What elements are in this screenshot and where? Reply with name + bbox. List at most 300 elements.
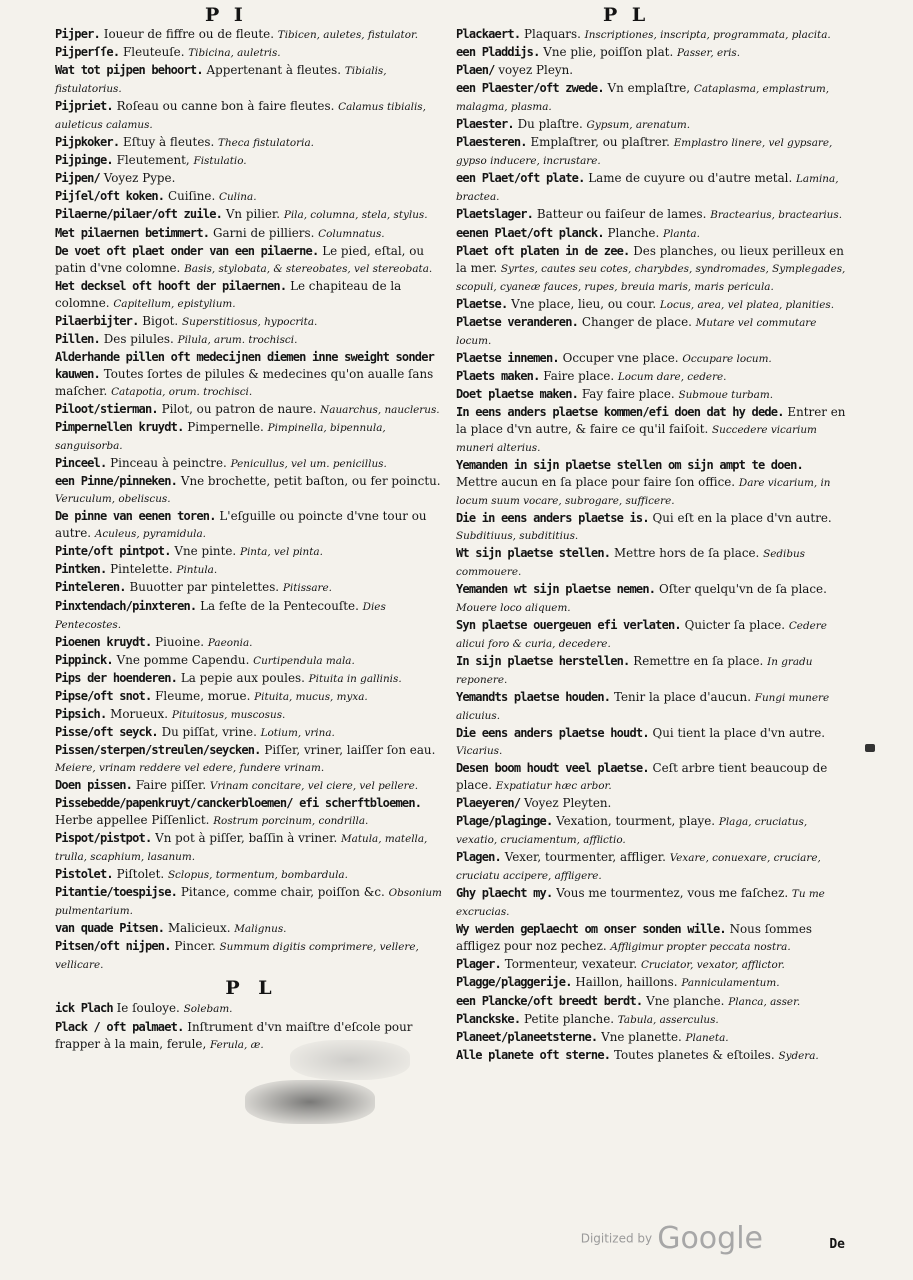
dictionary-entry: [55, 455, 448, 473]
entry-french: Tormenteur, vexateur.: [500, 957, 641, 972]
entry-french: Morueux.: [106, 706, 172, 721]
entry-headword: Desen boom houdt veel plaetse.: [456, 760, 649, 775]
entry-latin: Penicullus, vel um. penicillus.: [230, 458, 387, 471]
dictionary-entry: [456, 350, 848, 368]
entry-french: Bigot.: [138, 313, 182, 328]
entry-french: Le pied, eſtal, ou patin d'vne colomne.: [55, 243, 425, 275]
entry-headword: Pintken.: [55, 562, 107, 577]
dictionary-entry: [456, 296, 848, 314]
entry-headword: Piloot/stierman.: [55, 401, 158, 416]
entry-latin: Columnatus.: [318, 227, 385, 240]
entry-latin: Pila, columna, stela, stylus.: [283, 209, 428, 222]
entry-headword: Plaets maken.: [456, 368, 540, 383]
entry-latin: Calamus tibialis, auleticus calamus.: [55, 101, 426, 132]
entry-latin: Panniculamentum.: [681, 977, 780, 990]
dictionary-entry: [55, 419, 448, 455]
entry-latin: Sydera.: [778, 1049, 819, 1062]
entry-latin: Tu me excrucias.: [456, 888, 825, 919]
entry-headword: Plager.: [456, 957, 501, 972]
entry-headword: een Pladdijs.: [456, 45, 540, 60]
entry-latin: Pinta, vel pinta.: [239, 546, 323, 559]
entry-latin: Cataplasma, emplastrum, malagma, plasma.: [456, 83, 830, 114]
entry-french: Piſtolet.: [112, 867, 168, 882]
entry-french: Planche.: [603, 225, 664, 240]
dictionary-entry: [456, 386, 848, 404]
dictionary-entry: [456, 617, 848, 653]
dictionary-entry: [456, 1047, 848, 1065]
dictionary-entry: [456, 545, 848, 581]
digitized-footer: [581, 1221, 763, 1256]
entry-latin: Aculeus, pyramidula.: [94, 528, 206, 541]
entry-headword: Pissen/sterpen/streulen/seycken.: [55, 742, 261, 757]
dictionary-entry: [456, 921, 848, 956]
entry-headword: Pisse/oft seyck.: [55, 724, 158, 739]
dictionary-entry: [55, 652, 448, 670]
entry-headword: Het decksel oft hooft der pilaernen.: [55, 278, 287, 293]
entry-french: Mettre aucun en ſa place pour faire ſon office.: [456, 475, 739, 490]
ink-smudge: [245, 1080, 375, 1124]
dictionary-entry: [456, 206, 848, 224]
dictionary-entry: [55, 26, 448, 44]
entry-latin: Tibicen, auletes, fistulator.: [277, 29, 419, 41]
entry-french: Vne plie, poiſſon plat.: [539, 45, 677, 60]
dictionary-entry: [456, 956, 848, 974]
dictionary-entry: [456, 134, 848, 170]
entry-french: Faire place.: [539, 368, 618, 383]
entry-latin: Matula, matella, trulla, scaphium, lasanum.: [55, 833, 428, 864]
entry-headword: Pijſel/oft koken.: [55, 189, 165, 204]
entry-french: Pitance, comme chair, poiſſon &c.: [177, 885, 389, 900]
entry-french: Vne place, lieu, ou cour.: [507, 296, 660, 311]
dictionary-entry: [55, 401, 448, 419]
entry-headword: Met pilaernen betimmert.: [55, 225, 210, 240]
entry-latin: Veruculum, obeliscus.: [55, 493, 171, 506]
entry-latin: Expatiatur hæc arbor.: [495, 779, 612, 792]
entry-latin: Inscriptiones, inscripta, programmata, placita.: [584, 29, 831, 41]
entry-headword: Pippinck.: [55, 652, 113, 667]
entry-latin: Locum dare, cedere.: [617, 370, 727, 383]
entry-headword: een Pinne/pinneken.: [55, 474, 178, 489]
entry-headword: Pistolet.: [55, 867, 113, 882]
entry-latin: Pitissare.: [282, 582, 332, 595]
entry-headword: In eens anders plaetse kommen/efi doen dat hy dede.: [456, 404, 784, 419]
entry-french: Voyez Pype.: [99, 171, 176, 186]
entry-headword: Ghy plaecht my.: [456, 886, 553, 901]
entry-latin: Rostrum porcinum, condrilla.: [213, 815, 369, 828]
dictionary-entry: [456, 1029, 848, 1047]
entry-latin: Vrinam concitare, vel ciere, vel pellere.: [209, 779, 419, 792]
dictionary-entry: [456, 314, 848, 350]
dictionary-entry: [456, 80, 848, 116]
entry-headword: Pitsen/oft nijpen.: [55, 939, 171, 954]
entry-latin: Mouere loco aliquem.: [456, 601, 571, 614]
entry-headword: Die in eens anders plaetse is.: [456, 511, 649, 526]
dictionary-entry: [55, 724, 448, 742]
entry-french: La feſte de la Pentecouſte.: [196, 598, 363, 613]
dictionary-entry: [456, 116, 848, 134]
dictionary-entry: [456, 653, 848, 689]
dictionary-entry: [55, 508, 448, 543]
entry-french: Du piſſat, vrine.: [157, 724, 261, 739]
entry-latin: Pilula, arum. trochisci.: [177, 333, 298, 346]
entry-latin: Ferula, æ.: [210, 1038, 264, 1051]
dictionary-entry: [55, 688, 448, 706]
entry-headword: ick Plach: [55, 1001, 113, 1016]
entry-headword: Plaester.: [456, 117, 514, 132]
entry-headword: Die eens anders plaetse houdt.: [456, 725, 649, 740]
dictionary-entry: [55, 598, 448, 634]
dictionary-entry: [55, 170, 448, 188]
entry-french: Pimpernelle.: [183, 420, 268, 435]
entry-french: Des planches, ou lieux perilleux en la mer.: [456, 243, 844, 275]
entry-french: Piuoine.: [151, 634, 208, 649]
entry-french: Roſeau ou canne bon à faire fleutes.: [112, 99, 339, 114]
entry-latin: Solebam.: [183, 1003, 233, 1016]
entry-headword: eenen Plaet/oft planck.: [456, 225, 604, 240]
dictionary-entry: [55, 188, 448, 206]
entry-headword: Plaeyeren/: [456, 796, 521, 811]
entry-french: Fleutement,: [112, 153, 194, 168]
entry-latin: Cruciator, vexator, afflictor.: [640, 959, 785, 972]
dictionary-entry: [55, 349, 448, 401]
dictionary-entry: [456, 62, 848, 80]
entry-latin: Vicarius.: [456, 744, 503, 757]
dictionary-entry: [55, 795, 448, 830]
entry-french: Ceſt arbre tient beaucoup de place.: [456, 760, 828, 792]
dictionary-entry: [456, 974, 848, 992]
entry-headword: van quade Pitsen.: [55, 921, 165, 936]
entry-latin: Affligimur propter peccata nostra.: [610, 941, 791, 954]
entry-latin: Fungi munere alicuius.: [456, 691, 830, 722]
entry-headword: Pissebedde/papenkruyt/canckerbloemen/ efi scherftbloemen.: [55, 796, 422, 811]
section-heading: P L: [225, 977, 278, 1000]
entry-french: Du plaſtre.: [513, 117, 587, 132]
entry-french: Pinceau à peinctre.: [106, 456, 231, 471]
entry-headword: Pipse/oft snot.: [55, 688, 152, 703]
entry-headword: In sijn plaetse herstellen.: [456, 653, 630, 668]
entry-french: Vn pot à piſſer, baſſin à vriner.: [151, 831, 342, 846]
entry-latin: Gypsum, arenatum.: [586, 119, 691, 132]
entry-latin: Catapotia, orum. trochisci.: [111, 385, 253, 398]
entry-headword: Pinxtendach/pinxteren.: [55, 598, 197, 613]
entry-latin: Tibialis, fistulatorius.: [55, 65, 387, 96]
paper-stain: [290, 1040, 410, 1080]
dictionary-entry: [456, 760, 848, 795]
dictionary-entry: [456, 993, 848, 1011]
running-header: [0, 4, 913, 26]
dictionary-entry: [456, 170, 848, 206]
entry-headword: Pijper.: [55, 27, 100, 41]
entry-latin: Tabula, asserculus.: [617, 1013, 719, 1026]
entry-latin: Emplastro linere, vel gypsare, gypso inducere, incrustare.: [456, 137, 833, 168]
entry-headword: Plaetse veranderen.: [456, 314, 579, 329]
entry-headword: Wt sijn plaetse stellen.: [456, 546, 611, 561]
entry-latin: Superstitiosus, hypocrita.: [181, 315, 318, 328]
entry-latin: Tibicina, auletris.: [188, 47, 281, 60]
entry-french: Vne planette.: [597, 1029, 686, 1044]
entry-french: Pilot, ou patron de naure.: [157, 401, 321, 416]
entry-latin: Sedibus commouere.: [456, 548, 806, 579]
entry-french: Ioueur de fiffre ou de fleute.: [99, 27, 278, 41]
entry-latin: Locus, area, vel platea, planities.: [659, 298, 835, 311]
left-column: [55, 26, 448, 1054]
entry-latin: Basis, stylobata, & stereobates, vel stereobata.: [184, 262, 433, 275]
entry-french: Le chapiteau de la colomne.: [55, 278, 402, 310]
entry-french: Oſter quelqu'vn de ſa place.: [655, 582, 827, 597]
dictionary-entry: [456, 510, 848, 545]
entry-headword: Pioenen kruydt.: [55, 634, 152, 649]
dictionary-entry: [456, 44, 848, 62]
entry-headword: Pillen.: [55, 331, 100, 346]
entry-headword: Pijpkoker.: [55, 135, 120, 150]
entry-french: Toutes ſortes de pilules & medecines qu'on aualle ſans maſcher.: [55, 366, 434, 398]
entry-french: Appertenant à fleutes.: [202, 63, 345, 78]
dictionary-entry: [456, 813, 848, 849]
entry-french: Plaquars.: [520, 27, 585, 41]
entry-french: Occuper vne place.: [558, 350, 683, 365]
footer-prefix: Digitized by: [580, 1231, 653, 1246]
dictionary-entry: [456, 26, 848, 44]
dictionary-entry: [55, 670, 448, 688]
dictionary-entry: [55, 243, 448, 278]
entry-latin: Subditiuus, subdititius.: [456, 530, 579, 543]
ink-blot: [865, 744, 875, 752]
entry-french: Lame de cuyure ou d'autre metal.: [584, 171, 797, 186]
header-right: P L: [603, 4, 650, 26]
entry-french: Vne brochette, petit baſton, ou fer poinctu.: [177, 474, 441, 489]
entry-latin: Pituita in gallinis.: [308, 672, 402, 685]
entry-french: Vn emplaſtre,: [603, 81, 694, 96]
dictionary-entry: [456, 243, 848, 296]
dictionary-entry: [55, 473, 448, 508]
dictionary-entry: [55, 98, 448, 134]
entry-french: Pincer.: [170, 939, 220, 954]
entry-headword: Pinteleren.: [55, 580, 126, 595]
entry-latin: Curtipendula mala.: [253, 654, 355, 667]
entry-headword: Pijpen/: [55, 171, 100, 186]
entry-latin: Dare vicarium, in locum suum vocare, subrogare, sufficere.: [456, 477, 831, 508]
entry-headword: Plaetslager.: [456, 207, 534, 222]
google-logo: Google: [657, 1221, 763, 1256]
entry-latin: Summum digitis comprimere, vellere, vellicare.: [55, 941, 419, 972]
entry-latin: Cedere alicui foro & curia, decedere.: [456, 619, 827, 650]
entry-headword: Planeet/planeetsterne.: [456, 1029, 598, 1044]
entry-latin: Fistulatio.: [193, 155, 247, 168]
dictionary-entry: [55, 62, 448, 98]
entry-headword: Pitantie/toespijse.: [55, 885, 178, 900]
entry-french: Herbe appellee Piſſenlict.: [55, 813, 214, 828]
entry-latin: Vexare, conuexare, cruciare, cruciatu accipere, affligere.: [456, 852, 821, 883]
entry-headword: Plage/plaginge.: [456, 814, 553, 829]
entry-latin: Plaga, cruciatus, vexatio, cruciamentum, afflictio.: [456, 816, 808, 847]
catchword: De: [829, 1237, 845, 1252]
entry-latin: Succedere vicarium muneri alterius.: [456, 424, 817, 455]
entry-french: Vexer, tourmenter, affliger.: [500, 850, 670, 865]
entry-latin: Capitellum, epistylium.: [113, 297, 236, 310]
dictionary-entry: [55, 331, 448, 349]
dictionary-entry: [55, 44, 448, 62]
entry-headword: Pilaerne/pilaer/oft zuile.: [55, 207, 223, 222]
entry-headword: een Plancke/oft breedt berdt.: [456, 993, 643, 1008]
entry-french: Changer de place.: [578, 314, 696, 329]
entry-french: La pepie aux poules.: [177, 670, 309, 685]
dictionary-entry: [456, 795, 848, 813]
entry-french: Faire piſſer.: [132, 777, 210, 792]
entry-headword: Plaen/: [456, 63, 495, 78]
entry-latin: In gradu reponere.: [456, 655, 813, 686]
entry-latin: Planca, asser.: [728, 995, 801, 1008]
entry-headword: Pimpernellen kruydt.: [55, 420, 184, 435]
entry-french: Vexation, tourment, playe.: [552, 814, 719, 829]
entry-french: Batteur ou faiſeur de lames.: [533, 207, 711, 222]
entry-latin: Passer, eris.: [677, 47, 741, 60]
entry-headword: Plagen.: [456, 850, 501, 865]
entry-french: Pintelette.: [106, 562, 177, 577]
entry-headword: Pipsich.: [55, 706, 107, 721]
entry-latin: Theca fistulatoria.: [218, 137, 314, 150]
dictionary-entry: [456, 689, 848, 725]
entry-latin: Pituita, mucus, myxa.: [254, 690, 368, 703]
dictionary-entry: [55, 920, 448, 938]
entry-french: Nous ſommes affligez pour noz pechez.: [456, 922, 812, 954]
dictionary-entry: [55, 1000, 448, 1018]
entry-french: Eſtuy à fleutes.: [119, 135, 219, 150]
entry-french: Vne planche.: [642, 993, 729, 1008]
entry-french: Remettre en ſa place.: [629, 653, 768, 668]
entry-french: Mettre hors de ſa place.: [610, 546, 764, 561]
entry-headword: Plaet oft platen in de zee.: [456, 243, 630, 258]
entry-headword: Alderhande pillen oft medecijnen diemen inne sweight sonder kauwen.: [55, 349, 435, 381]
entry-french: Inſtrument d'vn maiſtre d'eſcole pour frapper à la main, ferule,: [55, 1019, 413, 1051]
dictionary-entry: [55, 634, 448, 652]
entry-headword: Wy werden geplaecht om onser sonden wille.: [456, 922, 726, 937]
entry-french: Entrer en la place d'vn autre, & faire ce qu'il faiſoit.: [456, 404, 846, 437]
entry-french: voyez Pleyn.: [494, 63, 574, 78]
entry-headword: Pijperſſe.: [55, 45, 120, 60]
dictionary-entry: [55, 543, 448, 561]
entry-latin: Lotium, vrina.: [260, 726, 335, 739]
dictionary-entry: [55, 706, 448, 724]
entry-latin: Mutare vel commutare locum.: [456, 316, 817, 347]
dictionary-entry: [55, 152, 448, 170]
entry-latin: Pimpinella, bipennula, sanguisorba.: [55, 422, 386, 453]
entry-french: Garni de pilliers.: [209, 225, 319, 240]
dictionary-entry: [55, 742, 448, 777]
entry-french: Vne pinte.: [170, 544, 240, 559]
entry-latin: Bractearius, bractearius.: [710, 209, 843, 222]
entry-headword: Doet plaetse maken.: [456, 386, 579, 401]
dictionary-entry: [456, 1011, 848, 1029]
entry-headword: Plaesteren.: [456, 135, 527, 150]
dictionary-entry: [456, 885, 848, 921]
entry-french: Cuiſine.: [164, 189, 220, 204]
entry-headword: Plack / oft palmaet.: [55, 1019, 184, 1034]
entry-french: Qui eſt en la place d'vn autre.: [648, 511, 832, 526]
dictionary-entry: [55, 830, 448, 866]
entry-french: L'eſguille ou poincte d'vne tour ou autre.: [55, 509, 427, 541]
entry-french: Quicter ſa place.: [680, 617, 789, 632]
entry-french: Tenir la place d'aucun.: [610, 689, 755, 704]
entry-headword: De voet oft plaet onder van een pilaerne.: [55, 243, 319, 258]
entry-french: Fleuteuſe.: [119, 45, 189, 60]
entry-headword: een Plaester/oft zwede.: [456, 81, 604, 96]
entry-latin: Syrtes, cautes seu cotes, charybdes, syndromades, Symplegades, scopuli, cyaneæ fauces, rupes, breuia maris, maris pericula.: [456, 262, 846, 293]
entry-french: Fleume, morue.: [151, 688, 255, 703]
entry-latin: Meiere, vrinam reddere vel edere, fundere vrinam.: [55, 761, 325, 774]
entry-headword: Wat tot pijpen behoort.: [55, 63, 203, 78]
entry-headword: De pinne van eenen toren.: [55, 509, 216, 524]
entry-french: Voyez Pleyten.: [520, 796, 612, 811]
entry-french: Des pilules.: [99, 331, 178, 346]
entry-headword: Plagge/plaggerije.: [456, 975, 572, 990]
entry-latin: Planta.: [663, 227, 700, 240]
entry-french: Fay faire place.: [578, 386, 679, 401]
entry-headword: Plaetse.: [456, 296, 508, 311]
entry-headword: Yemanden wt sijn plaetse nemen.: [456, 582, 656, 597]
entry-headword: Plackaert.: [456, 27, 521, 41]
dictionary-entry: [456, 457, 848, 510]
entry-latin: Occupare locum.: [682, 352, 772, 365]
entry-headword: Pispot/pistpot.: [55, 831, 152, 846]
entry-latin: Paeonia.: [207, 636, 253, 649]
entry-french: Qui tient la place d'vn autre.: [648, 725, 826, 740]
dictionary-entry: [55, 579, 448, 597]
dictionary-entry: [456, 225, 848, 243]
entry-headword: Pips der hoenderen.: [55, 670, 178, 685]
entry-headword: Yemandts plaetse houden.: [456, 689, 611, 704]
entry-headword: Pilaerbijter.: [55, 313, 139, 328]
entry-headword: Plaetse innemen.: [456, 350, 559, 365]
entry-latin: Lamina, bractea.: [456, 173, 839, 204]
entry-latin: Malignus.: [234, 923, 287, 936]
entry-latin: Submoue turbam.: [678, 388, 774, 401]
entry-headword: Pijpinge.: [55, 153, 113, 168]
entry-french: Petite planche.: [520, 1011, 618, 1026]
entry-headword: Pinceel.: [55, 456, 107, 471]
entry-french: Vn pilier.: [222, 207, 284, 222]
entry-latin: Pintula.: [176, 564, 218, 577]
entry-french: Piſſer, vriner, laiſſer ſon eau.: [260, 742, 436, 757]
entry-headword: Alle planete oft sterne.: [456, 1047, 611, 1062]
entry-french: Buuotter par pintelettes.: [125, 580, 283, 595]
entry-latin: Dies Pentecostes.: [55, 600, 386, 631]
header-left: P I: [205, 4, 247, 26]
dictionary-entry: [55, 206, 448, 224]
entry-french: Toutes planetes & eſtoiles.: [610, 1047, 779, 1062]
entry-latin: Culina.: [219, 191, 257, 204]
dictionary-entry: [456, 581, 848, 616]
dictionary-entry: [55, 134, 448, 152]
dictionary-entry: [55, 278, 448, 313]
dictionary-entry: [55, 225, 448, 243]
entry-french: Vne pomme Capendu.: [112, 652, 254, 667]
entry-french: Haillon, haillons.: [571, 975, 682, 990]
entry-french: Emplaſtrer, ou plaſtrer.: [526, 135, 674, 150]
dictionary-entry: [55, 866, 448, 884]
dictionary-entry: [456, 849, 848, 885]
entry-latin: Sclopus, tormentum, bombardula.: [167, 869, 348, 882]
entry-latin: Nauarchus, nauclerus.: [320, 403, 440, 416]
entry-french: Ie ſouloye.: [112, 1001, 184, 1016]
right-column: [456, 26, 848, 1065]
entry-headword: Planckske.: [456, 1011, 521, 1026]
entry-latin: Pituitosus, muscosus.: [171, 708, 286, 721]
dictionary-entry: [55, 938, 448, 974]
dictionary-entry: [456, 404, 848, 457]
entry-headword: Syn plaetse ouergeuen efi verlaten.: [456, 617, 681, 632]
dictionary-entry: [456, 368, 848, 386]
dictionary-entry: [55, 313, 448, 331]
